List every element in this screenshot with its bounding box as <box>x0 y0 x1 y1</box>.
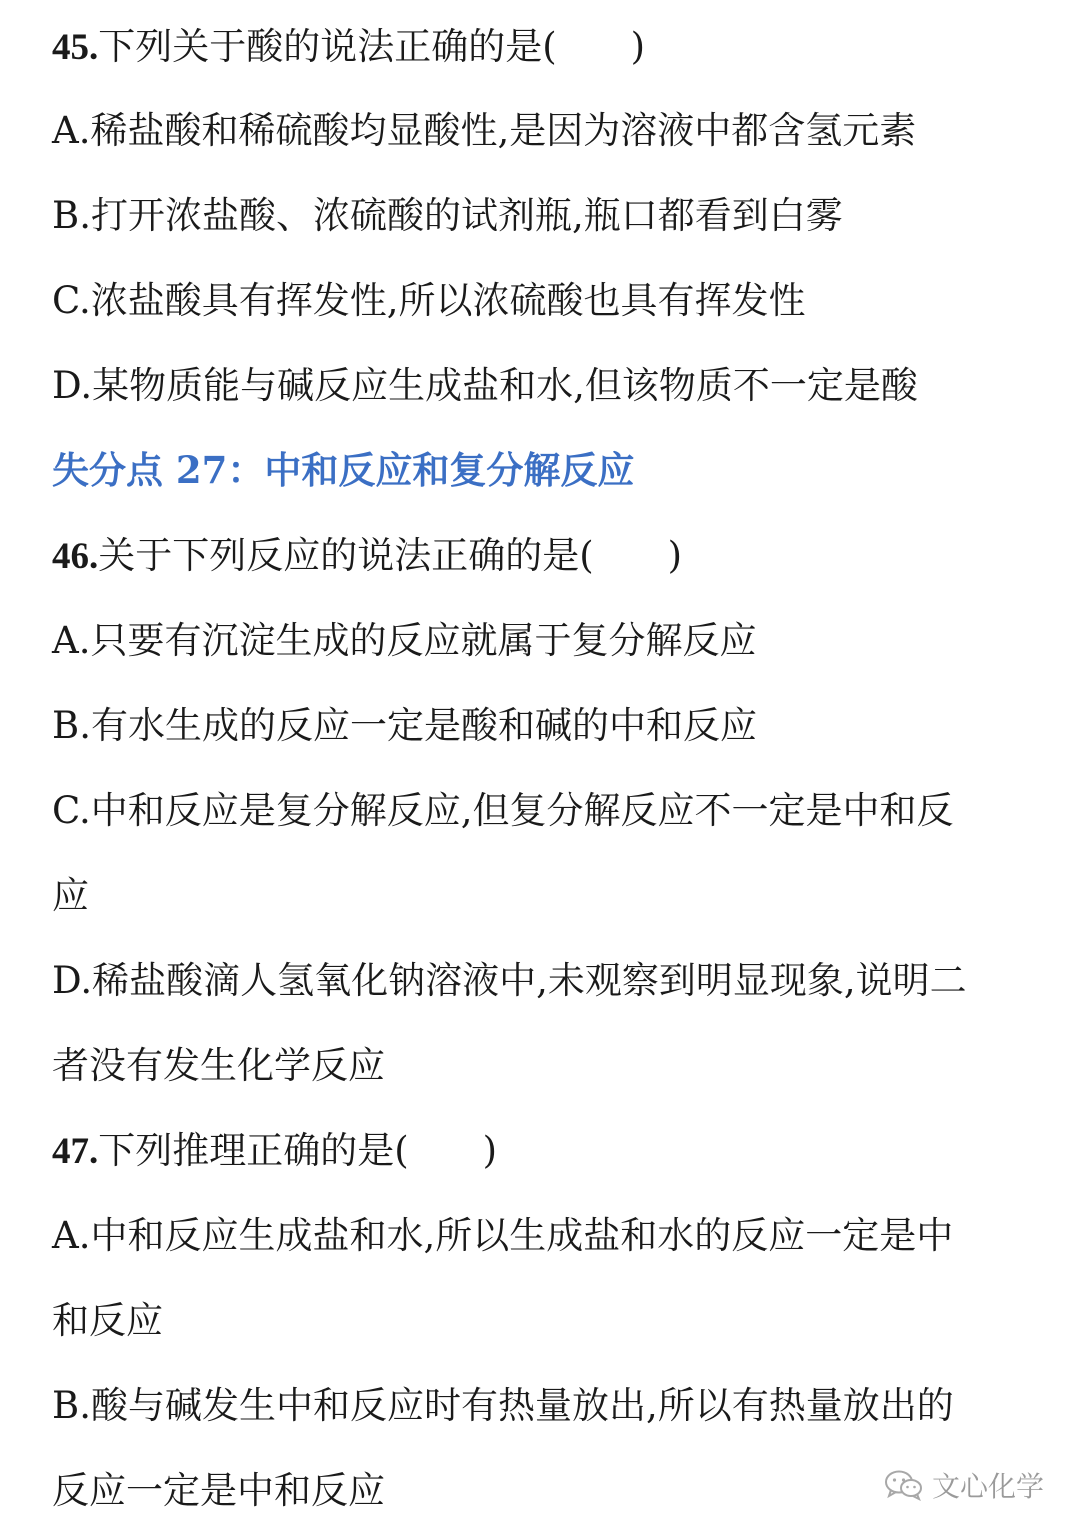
q45-option-d: D.某物质能与碱反应生成盐和水,但该物质不一定是酸 <box>52 364 918 407</box>
q46-option-d: D.稀盐酸滴人氢氧化钠溶液中,未观察到明显现象,说明二 <box>52 959 967 1002</box>
q46-option-c: C.中和反应是复分解反应,但复分解反应不一定是中和反 <box>52 789 954 832</box>
q45-number: 45. <box>52 27 99 68</box>
q46-stem <box>52 534 683 577</box>
q45-option-b: B.打开浓盐酸、浓硫酸的试剂瓶,瓶口都看到白雾 <box>52 194 843 237</box>
q46-stem-text: 关于下列反应的说法正确的是( ) <box>98 534 683 577</box>
section-heading: 失分点 27：中和反应和复分解反应 <box>52 448 635 492</box>
q47-option-a-cont: 和反应 <box>52 1299 163 1342</box>
q47-number: 47. <box>52 1131 99 1172</box>
q45-option-a: A.稀盐酸和稀硫酸均显酸性,是因为溶液中都含氢元素 <box>52 109 917 152</box>
q46-option-a: A.只要有沉淀生成的反应就属于复分解反应 <box>52 619 757 662</box>
q45-option-c: C.浓盐酸具有挥发性,所以浓硫酸也具有挥发性 <box>52 279 806 322</box>
q47-option-b-cont: 反应一定是中和反应 <box>52 1469 385 1512</box>
q47-option-a: A.中和反应生成盐和水,所以生成盐和水的反应一定是中 <box>52 1214 954 1257</box>
q47-stem-text: 下列推理正确的是( ) <box>98 1129 498 1172</box>
q45-stem <box>52 25 646 68</box>
watermark-text: 文心化学 <box>931 1470 1044 1503</box>
watermark <box>884 1465 1044 1505</box>
q47-stem <box>52 1129 498 1172</box>
q46-number: 46. <box>52 536 99 577</box>
q46-option-b: B.有水生成的反应一定是酸和碱的中和反应 <box>52 704 757 747</box>
q46-option-d-cont: 者没有发生化学反应 <box>52 1044 385 1087</box>
q45-stem-text: 下列关于酸的说法正确的是( ) <box>98 25 646 68</box>
q47-option-b: B.酸与碱发生中和反应时有热量放出,所以有热量放出的 <box>52 1384 954 1427</box>
q46-option-c-cont: 应 <box>52 874 89 917</box>
wechat-icon <box>884 1469 924 1501</box>
